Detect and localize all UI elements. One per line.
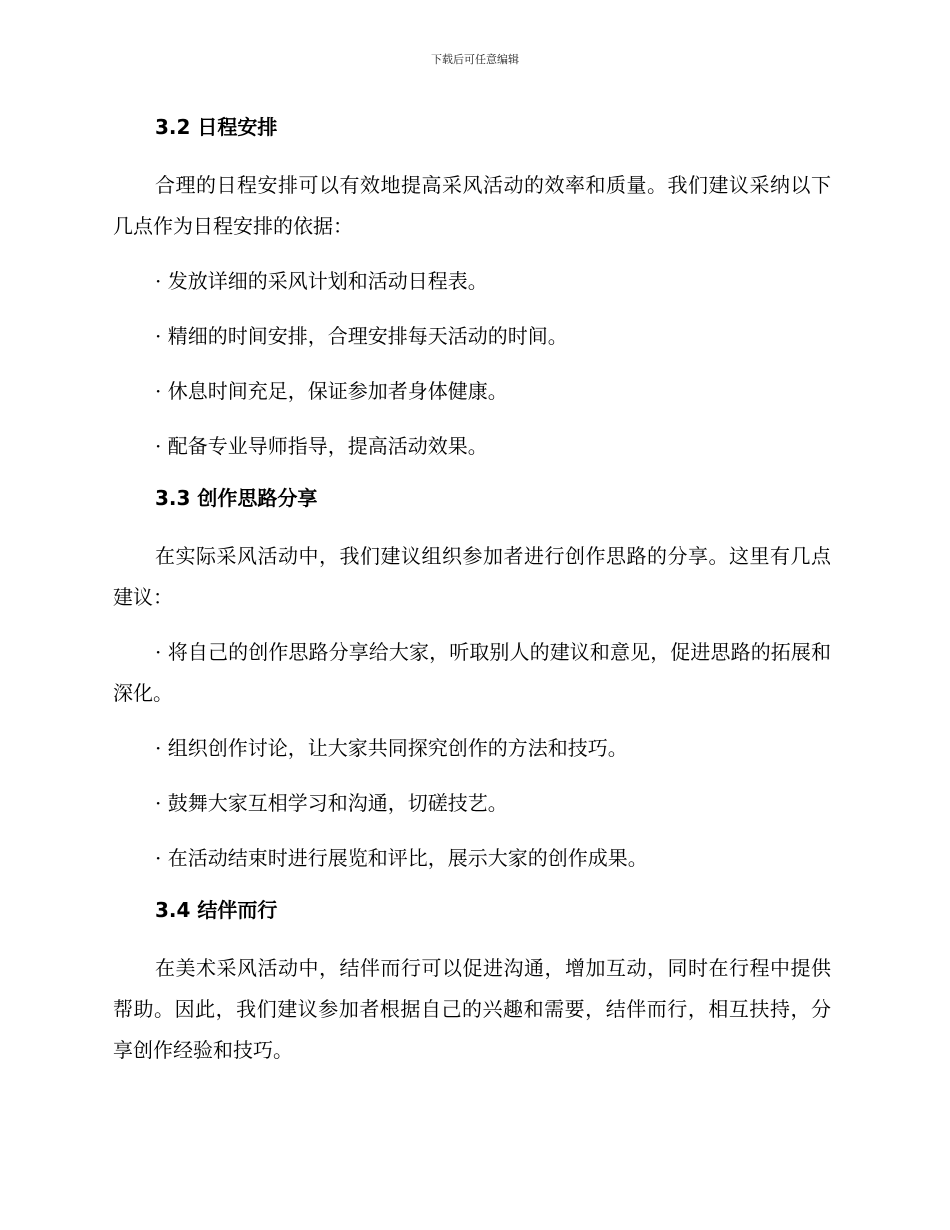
bullet-item: · 休息时间充足，保证参加者身体健康。: [155, 379, 508, 403]
section-paragraph: 合理的日程安排可以有效地提高采风活动的效率和质量。我们建议采纳以下几点作为日程安排的依据：: [113, 173, 831, 238]
document-body: [113, 110, 831, 1085]
bullet-item: · 精细的时间安排，合理安排每天活动的时间。: [155, 324, 568, 348]
bullet-item: · 鼓舞大家互相学习和沟通，切磋技艺。: [155, 791, 508, 815]
bullet-item: · 将自己的创作思路分享给大家，听取别人的建议和意见，促进思路的拓展和深化。: [113, 640, 831, 705]
page-header: 下载后可任意编辑: [431, 53, 519, 66]
section-heading-3-3: 3.3 创作思路分享: [155, 486, 318, 510]
section-paragraph: 在美术采风活动中，结伴而行可以促进沟通，增加互动，同时在行程中提供帮助。因此，我们建议参加者根据自己的兴趣和需要，结伴而行，相互扶持，分享创作经验和技巧。: [113, 956, 831, 1062]
bullet-item: · 发放详细的采风计划和活动日程表。: [155, 269, 488, 293]
bullet-item: · 组织创作讨论，让大家共同探究创作的方法和技巧。: [155, 736, 628, 760]
section-heading-3-4: 3.4 结伴而行: [155, 898, 278, 922]
section-heading-3-2: 3.2 日程安排: [155, 115, 278, 139]
bullet-item: · 配备专业导师指导，提高活动效果。: [155, 434, 488, 458]
bullet-item: · 在活动结束时进行展览和评比，展示大家的创作成果。: [155, 846, 648, 870]
section-paragraph: 在实际采风活动中，我们建议组织参加者进行创作思路的分享。这里有几点建议：: [113, 544, 831, 609]
